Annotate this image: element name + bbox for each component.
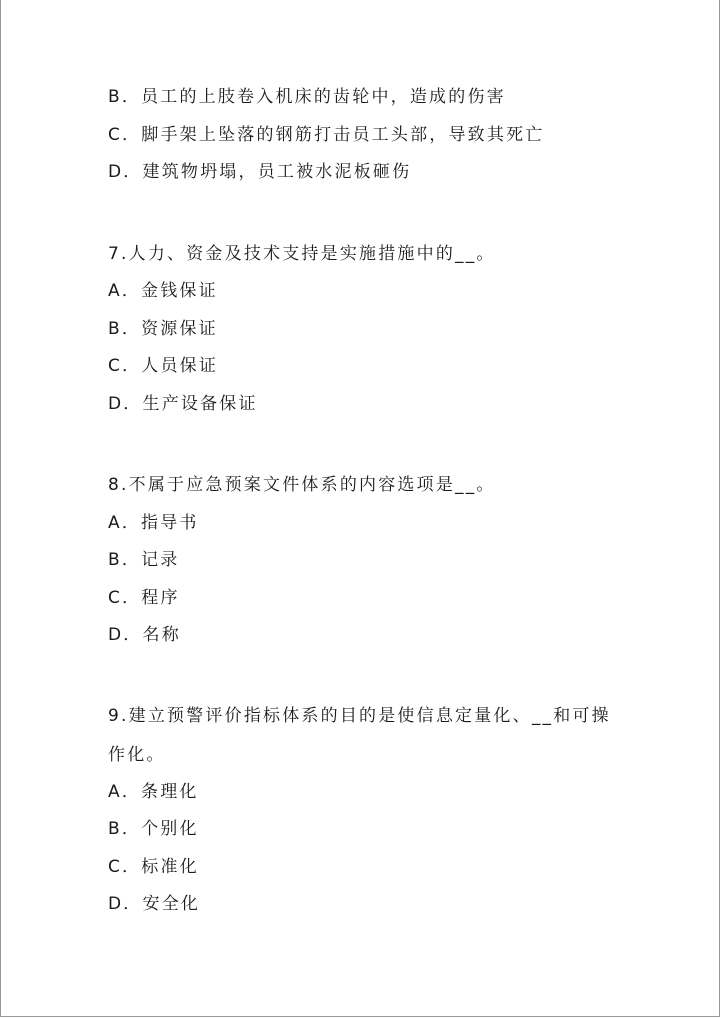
document-body <box>108 85 628 930</box>
q8-option-c: C．程序 <box>108 587 180 608</box>
question-8 <box>108 473 628 647</box>
q7-stem: 7.人力、资金及技术支持是实施措施中的__。 <box>108 243 496 264</box>
q6-option-c: C．脚手架上坠落的钢筋打击员工头部，导致其死亡 <box>108 124 545 145</box>
q6-option-d: D．建筑物坍塌，员工被水泥板砸伤 <box>108 162 412 182</box>
q9-option-d: D．安全化 <box>108 894 201 914</box>
question-7 <box>108 242 628 416</box>
q7-option-c: C．人员保证 <box>108 356 219 376</box>
question-6-options <box>108 85 628 184</box>
q8-option-d: D．名称 <box>108 625 181 645</box>
q8-option-a: A．指导书 <box>108 512 199 533</box>
q7-option-d: D．生产设备保证 <box>108 393 258 414</box>
q8-option-b: B．记录 <box>108 550 180 570</box>
q9-option-a: A．条理化 <box>108 781 199 802</box>
q8-stem: 8.不属于应急预案文件体系的内容选项是__。 <box>108 475 496 495</box>
question-9 <box>108 697 628 917</box>
q9-option-c: C．标准化 <box>108 856 199 877</box>
q6-option-b: B．员工的上肢卷入机床的齿轮中，造成的伤害 <box>108 87 506 107</box>
q7-option-a: A．金钱保证 <box>108 281 218 301</box>
q9-stem: 9.建立预警评价指标体系的目的是使信息定量化、__和可操作化。 <box>108 705 611 765</box>
q9-option-b: B．个别化 <box>108 819 199 839</box>
q7-option-b: B．资源保证 <box>108 318 218 339</box>
